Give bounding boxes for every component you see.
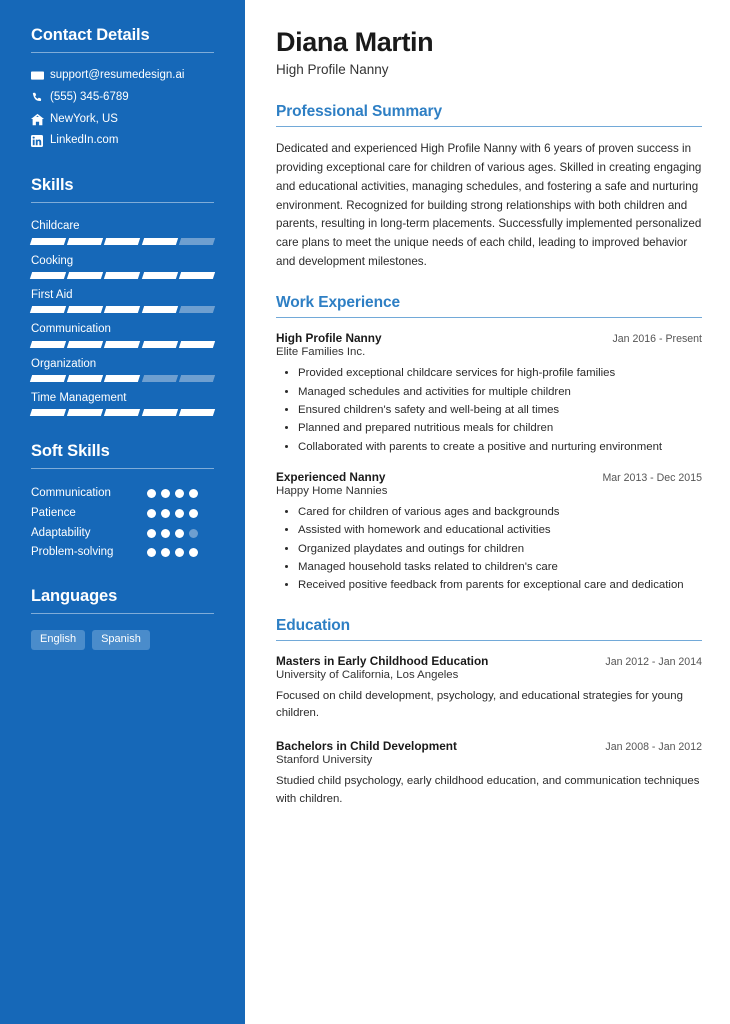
rating-dot: [175, 509, 184, 518]
contact-item[interactable]: [31, 134, 214, 148]
soft-skills-divider: [31, 468, 214, 469]
experience-bullet: • Managed household tasks related to children's care: [298, 559, 702, 576]
experience-entry-header: [276, 331, 702, 345]
soft-skill-rating: [147, 485, 213, 501]
skill-bar-segment: [141, 341, 177, 348]
skill-level-bar: [31, 375, 214, 382]
soft-skill-rating: [147, 525, 213, 541]
linkedin-icon: [31, 135, 50, 147]
sidebar: [0, 0, 245, 1024]
experience-bullet: • Collaborated with parents to create a positive and nurturing environment: [298, 439, 702, 456]
education-date-range: Jan 2008 - Jan 2012: [605, 741, 702, 754]
skill-bar-segment: [30, 238, 66, 245]
languages-section: [31, 587, 214, 650]
education-entry: [276, 739, 702, 808]
skill-bar-segment: [67, 341, 103, 348]
rating-dot: [161, 489, 170, 498]
soft-skills-heading: Soft Skills: [31, 442, 110, 461]
skill-bar-segment: [30, 306, 66, 313]
skill-label: Time Management: [31, 392, 127, 405]
work-experience-heading: Work Experience: [276, 294, 400, 312]
skill-bar-segment: [67, 238, 103, 245]
education-heading: Education: [276, 616, 351, 634]
skill-bar-segment: [141, 409, 177, 416]
experience-company: Happy Home Nannies: [276, 484, 388, 497]
experience-entry-header: [276, 470, 702, 484]
work-experience-list: [276, 331, 702, 594]
skill-bar-segment: [30, 375, 66, 382]
skill-bar-segment: [104, 272, 140, 279]
rating-dot: [147, 529, 156, 538]
contact-item[interactable]: [31, 91, 214, 105]
candidate-job-title: High Profile Nanny: [276, 61, 389, 77]
contact-details-section: [31, 26, 214, 148]
language-tag-list: [31, 630, 214, 650]
skills-heading: Skills: [31, 176, 74, 195]
skill-bar-segment: [104, 341, 140, 348]
skill-label: Communication: [31, 323, 111, 336]
language-tag[interactable]: English: [31, 630, 85, 650]
education-date-range: Jan 2012 - Jan 2014: [605, 655, 702, 668]
skill-bar-segment: [30, 341, 66, 348]
experience-bullet: • Received positive feedback from parents for exceptional care and dedication: [298, 577, 702, 594]
soft-skill-item: [31, 485, 214, 502]
skill-item: [31, 288, 214, 313]
contact-list: [31, 69, 214, 148]
education-description: Focused on child development, psychology, and educational strategies for young children.: [276, 689, 683, 720]
rating-dot: [189, 529, 198, 538]
skill-bar-segment: [141, 375, 177, 382]
skill-bar-segment: [67, 272, 103, 279]
skill-bar-segment: [179, 409, 215, 416]
skill-bar-segment: [179, 238, 215, 245]
skill-bar-segment: [30, 409, 66, 416]
work-experience-divider: [276, 317, 702, 318]
education-entry-header: [276, 739, 702, 753]
skill-bar-segment: [104, 306, 140, 313]
contact-item-text: LinkedIn.com: [50, 134, 119, 147]
experience-job-title: Experienced Nanny: [276, 469, 386, 484]
education-list: [276, 654, 702, 809]
skill-bar-segment: [104, 375, 140, 382]
rating-dot: [189, 509, 198, 518]
skill-level-bar: [31, 341, 214, 348]
skill-item: [31, 219, 214, 244]
skill-item: [31, 322, 214, 347]
education-institution: University of California, Los Angeles: [276, 668, 459, 681]
skill-bar-segment: [141, 238, 177, 245]
rating-dot: [147, 489, 156, 498]
skill-level-bar: [31, 272, 214, 279]
languages-divider: [31, 613, 214, 614]
soft-skill-rating: [147, 505, 213, 521]
skill-bar-segment: [104, 409, 140, 416]
rating-dot: [161, 509, 170, 518]
skill-label: Childcare: [31, 220, 80, 233]
skill-bar-segment: [30, 272, 66, 279]
main-content: [245, 0, 730, 1024]
skill-item: [31, 391, 214, 416]
rating-dot: [161, 529, 170, 538]
experience-bullet-list: [276, 504, 702, 595]
education-entry: [276, 654, 702, 723]
skill-bar-segment: [179, 272, 215, 279]
professional-summary-text: Dedicated and experienced High Profile Nanny with 6 years of proven success in providing exceptional care for children of various ages. Skilled in creating engaging and educational activities, managing schedules, and fostering a safe and nurturing environment. Recognized for building strong relationships with both children and parents, resulting in long-term placements. Successfully implemented personalized care plans to meet the unique needs of each child, leading to improved behavior and development milestones.: [276, 141, 702, 269]
contact-divider: [31, 52, 214, 53]
language-tag[interactable]: Spanish: [92, 630, 150, 650]
education-degree: Bachelors in Child Development: [276, 739, 457, 754]
skill-bar-segment: [104, 238, 140, 245]
contact-item[interactable]: [31, 113, 214, 127]
skill-bar-segment: [67, 409, 103, 416]
rating-dot: [189, 548, 198, 557]
phone-icon: [31, 92, 50, 104]
skill-level-bar: [31, 409, 214, 416]
skill-level-bar: [31, 238, 214, 245]
experience-bullet: • Organized playdates and outings for children: [298, 541, 702, 558]
skill-bar-segment: [179, 306, 215, 313]
education-entry-header: [276, 654, 702, 668]
education-degree: Masters in Early Childhood Education: [276, 653, 489, 668]
education-divider: [276, 640, 702, 641]
rating-dot: [175, 489, 184, 498]
work-experience-section: [276, 294, 702, 594]
skill-bar-segment: [141, 306, 177, 313]
skill-bar-segment: [179, 375, 215, 382]
skills-section: [31, 176, 214, 416]
rating-dot: [161, 548, 170, 557]
rating-dot: [147, 548, 156, 557]
experience-company: Elite Families Inc.: [276, 346, 366, 359]
experience-job-title: High Profile Nanny: [276, 331, 382, 346]
contact-item-text: support@resumedesign.ai: [50, 69, 185, 81]
skill-label: Organization: [31, 357, 97, 370]
professional-summary-divider: [276, 126, 702, 127]
skill-bar-segment: [141, 272, 177, 279]
experience-bullet: • Provided exceptional childcare services for high-profile families: [298, 365, 702, 382]
soft-skill-label: Patience: [31, 507, 76, 520]
rating-dot: [175, 548, 184, 557]
soft-skill-rating: [147, 544, 213, 560]
skill-item: [31, 254, 214, 279]
contact-item-text: (555) 345-6789: [50, 90, 129, 103]
education-institution: Stanford University: [276, 754, 373, 767]
envelope-icon: [31, 69, 50, 82]
soft-skill-label: Communication: [31, 487, 111, 500]
soft-skills-list: [31, 485, 214, 561]
experience-date-range: Jan 2016 - Present: [612, 333, 702, 346]
experience-bullet-list: [276, 365, 702, 456]
professional-summary-section: [276, 103, 702, 272]
skill-bar-segment: [67, 306, 103, 313]
skill-bar-segment: [67, 375, 103, 382]
education-section: [276, 617, 702, 809]
candidate-name: Diana Martin: [276, 27, 434, 57]
skill-label: First Aid: [31, 288, 73, 301]
soft-skill-item: [31, 505, 214, 522]
education-description: Studied child psychology, early childhood education, and communication techniques with children.: [276, 775, 700, 805]
soft-skill-item: [31, 525, 214, 542]
rating-dot: [175, 529, 184, 538]
languages-heading: Languages: [31, 587, 118, 606]
experience-date-range: Mar 2013 - Dec 2015: [602, 471, 702, 484]
rating-dot: [147, 509, 156, 518]
experience-bullet: • Planned and prepared nutritious meals for children: [298, 420, 702, 437]
experience-bullet: • Cared for children of various ages and backgrounds: [298, 504, 702, 521]
skills-list: [31, 219, 214, 416]
rating-dot: [189, 489, 198, 498]
contact-item-text: NewYork, US: [50, 112, 118, 125]
experience-bullet: • Assisted with homework and educational activities: [298, 522, 702, 539]
contact-details-heading: Contact Details: [31, 26, 150, 44]
skill-level-bar: [31, 306, 214, 313]
skills-divider: [31, 202, 214, 203]
contact-item[interactable]: [31, 69, 214, 83]
experience-bullet: • Managed schedules and activities for multiple children: [298, 384, 702, 401]
professional-summary-heading: Professional Summary: [276, 102, 442, 120]
home-icon: [31, 113, 50, 126]
experience-entry: [276, 331, 702, 456]
soft-skills-section: [31, 442, 214, 561]
soft-skill-label: Problem-solving: [31, 546, 114, 559]
experience-bullet: • Ensured children's safety and well-being at all times: [298, 402, 702, 419]
soft-skill-item: [31, 544, 214, 561]
soft-skill-label: Adaptability: [31, 526, 91, 539]
skill-bar-segment: [179, 341, 215, 348]
experience-entry: [276, 470, 702, 595]
skill-item: [31, 357, 214, 382]
skill-label: Cooking: [31, 254, 74, 267]
